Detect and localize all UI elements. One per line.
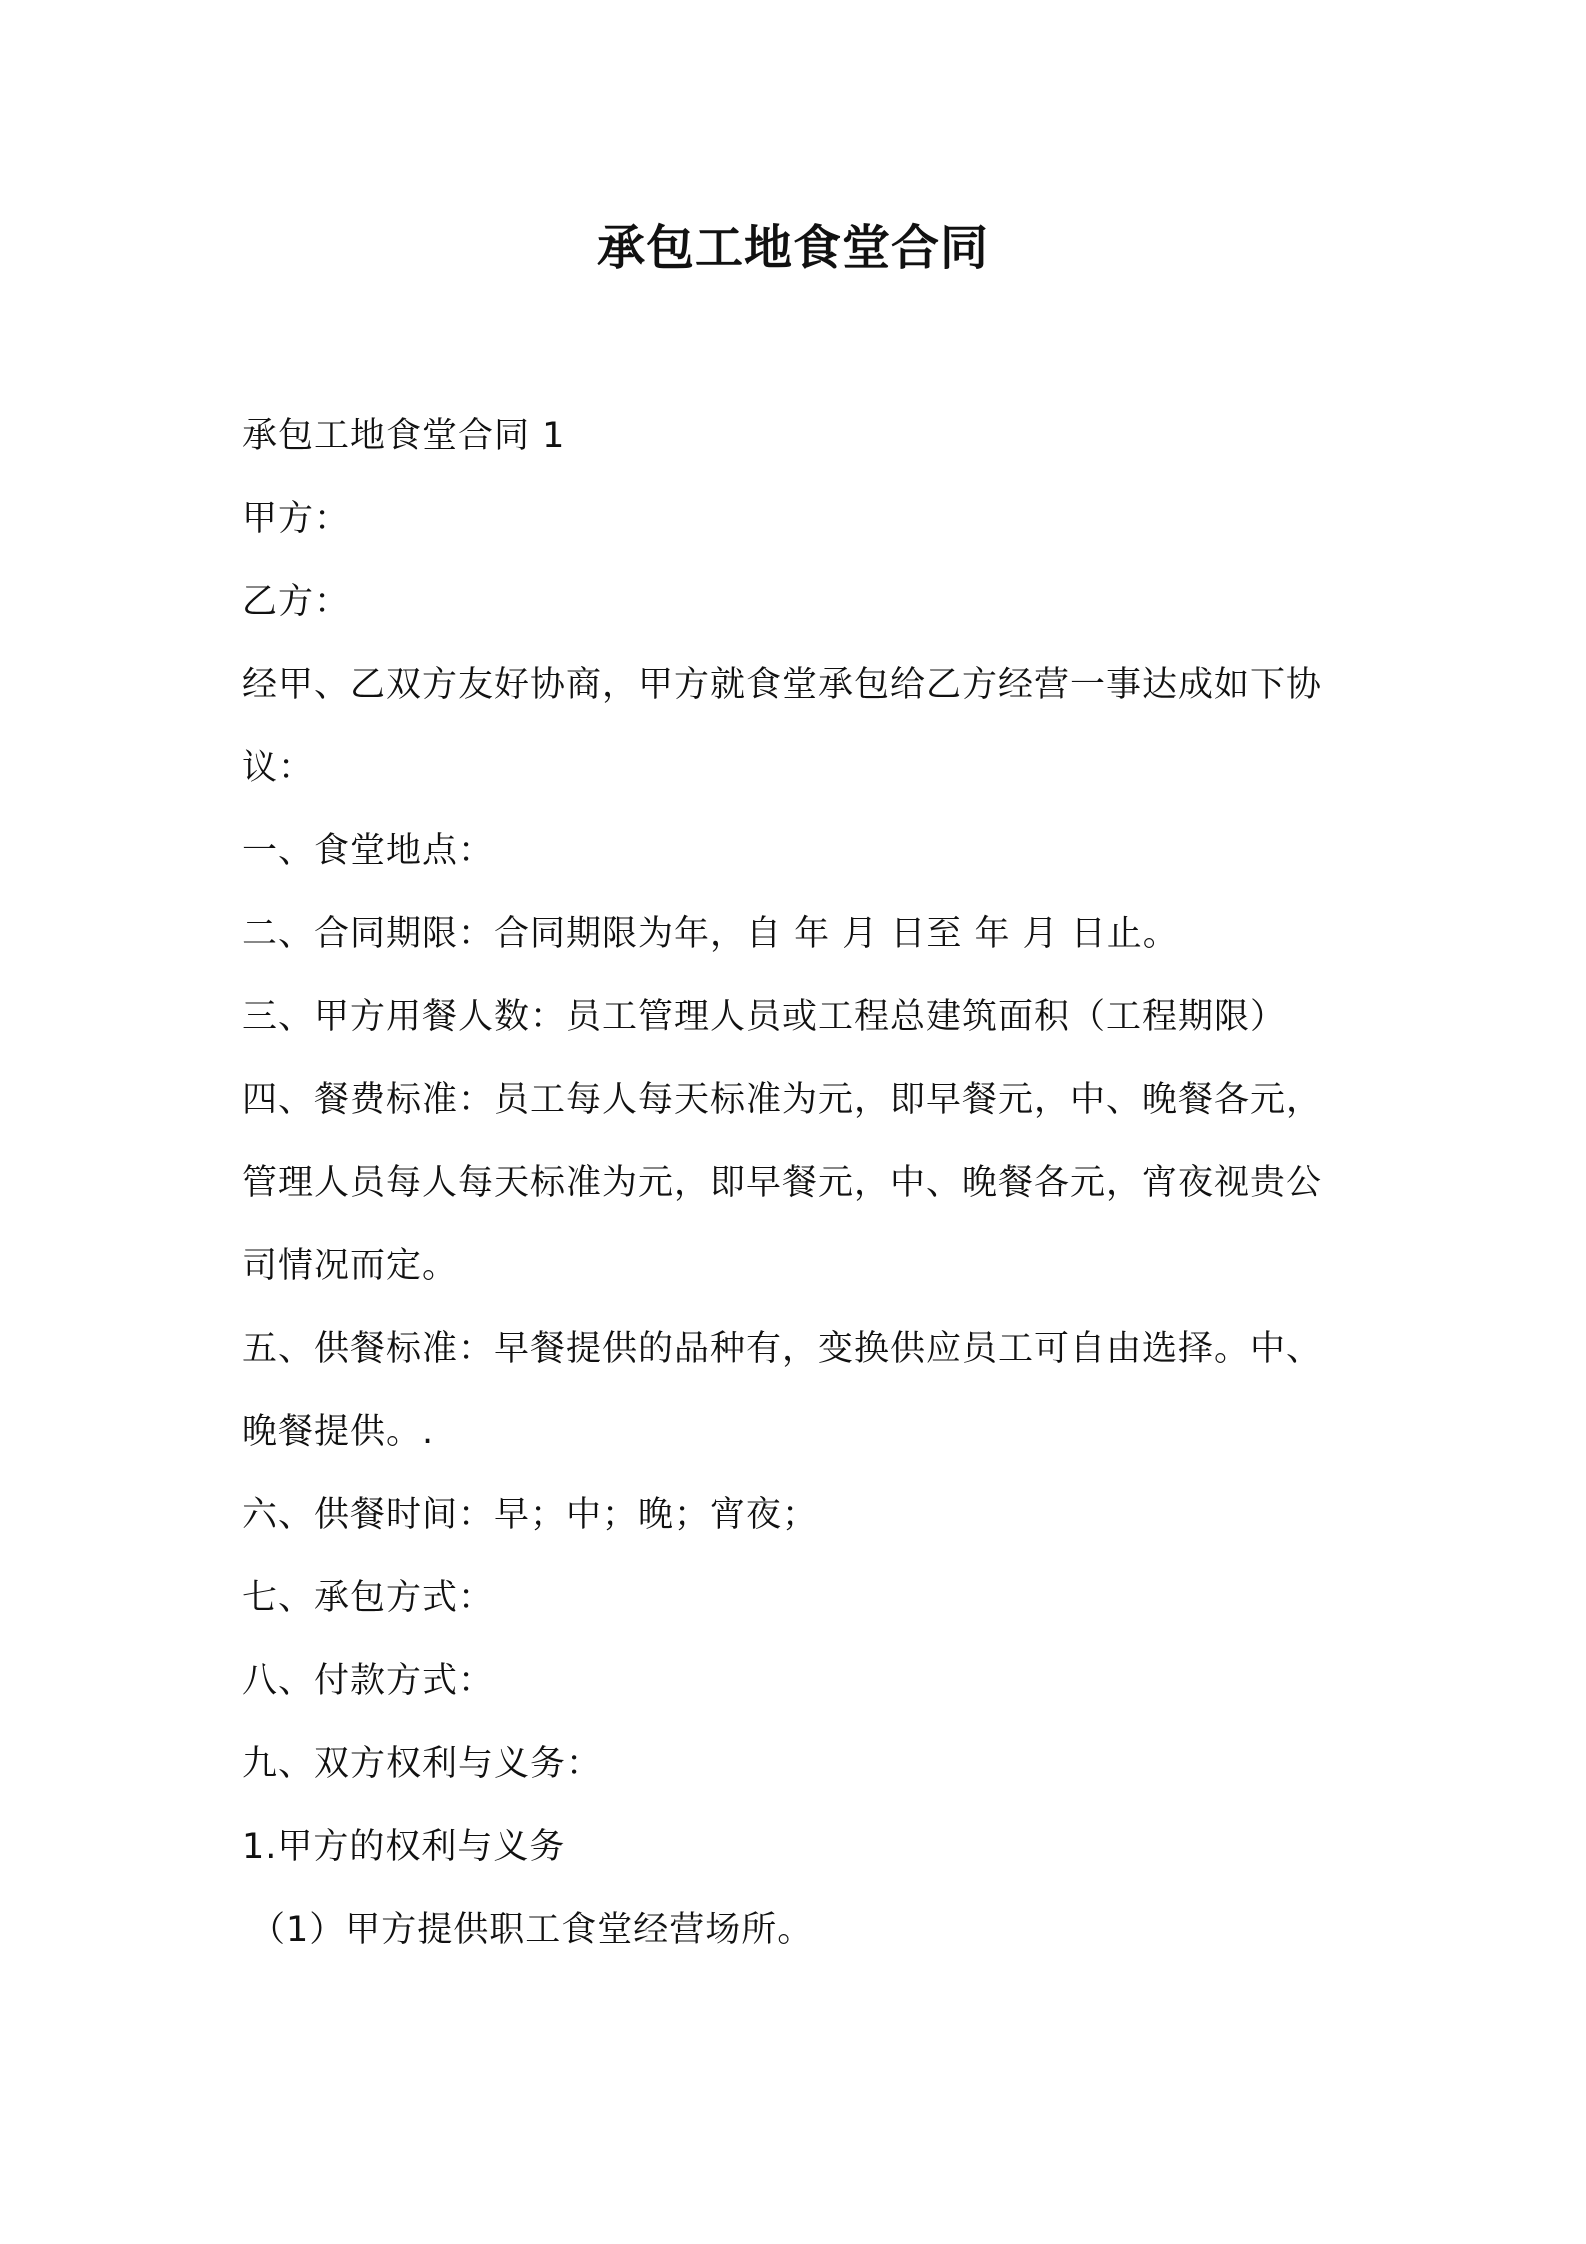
- clause-6-times: 六、供餐时间：早；中；晚；宵夜；: [242, 1495, 819, 1535]
- clause-5-meals-line-1: 五、供餐标准：早餐提供的品种有，变换供应员工可自由选择。中、: [242, 1329, 1323, 1369]
- clause-2-term: 二、合同期限：合同期限为年，自 年 月 日至 年 月 日止。: [242, 914, 1179, 954]
- clause-3-diners: 三、甲方用餐人数：员工管理人员或工程总建筑面积（工程期限）: [242, 997, 1287, 1037]
- clause-4-fees-line-1: 四、餐费标准：员工每人每天标准为元，即早餐元，中、晚餐各元，: [242, 1080, 1323, 1120]
- contract-subtitle: 承包工地食堂合同 1: [242, 416, 566, 456]
- clause-4-fees-line-3: 司情况而定。: [242, 1246, 459, 1286]
- document-body: [242, 395, 1362, 1972]
- party-a-line: 甲方：: [242, 499, 351, 539]
- clause-5-meals-line-2: 晚餐提供。.: [242, 1412, 435, 1452]
- clause-7-contract-mode: 七、承包方式：: [242, 1578, 495, 1618]
- clause-8-payment: 八、付款方式：: [242, 1661, 495, 1701]
- subclause-1-party-a: 1.甲方的权利与义务: [242, 1827, 566, 1867]
- clause-1-location: 一、食堂地点：: [242, 831, 495, 871]
- party-b-line: 乙方：: [242, 582, 351, 622]
- document-title: 承包工地食堂合同: [596, 220, 989, 276]
- clause-9-rights: 九、双方权利与义务：: [242, 1744, 603, 1784]
- preamble-line-2: 议：: [242, 748, 315, 788]
- clause-4-fees-line-2: 管理人员每人每天标准为元，即早餐元，中、晚餐各元，宵夜视贵公: [242, 1163, 1323, 1203]
- preamble-line-1: 经甲、乙双方友好协商，甲方就食堂承包给乙方经营一事达成如下协: [242, 665, 1323, 705]
- subclause-1-1-premises: （1）甲方提供职工食堂经营场所。: [250, 1910, 814, 1950]
